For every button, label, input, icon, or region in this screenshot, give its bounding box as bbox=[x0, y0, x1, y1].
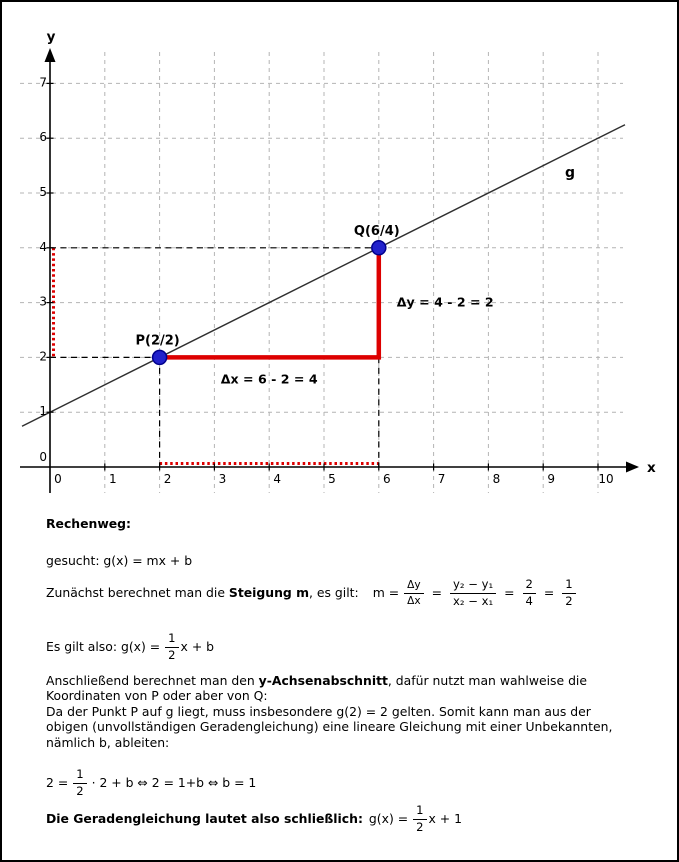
x-tick-label: 8 bbox=[492, 472, 501, 486]
equals-sign: = bbox=[543, 585, 555, 601]
tick-labels bbox=[39, 75, 613, 486]
final-suffix: x + 1 bbox=[428, 811, 462, 827]
gesucht-line: gesucht: g(x) = mx + b bbox=[46, 553, 193, 568]
beq-rest: · 2 + b ⇔ 2 = 1+b ⇔ b = 1 bbox=[91, 775, 257, 791]
x-axis-arrow-icon bbox=[626, 462, 639, 473]
coordinate-plot bbox=[2, 2, 679, 507]
x-tick-label: 5 bbox=[328, 472, 336, 486]
equals-sign: = bbox=[431, 585, 443, 601]
beq-lhs: 2 = bbox=[46, 775, 69, 791]
esgilt-prefix: Es gilt also: g(x) = bbox=[46, 639, 161, 655]
x-tick-label: 7 bbox=[437, 472, 446, 486]
function-graph bbox=[2, 2, 679, 507]
y-tick-label: 7 bbox=[39, 75, 47, 90]
steigung-bold: Steigung m bbox=[228, 585, 310, 601]
explanation-paragraph bbox=[46, 673, 666, 750]
fraction-1-2: $\frac{1}{2}$ bbox=[562, 578, 575, 609]
y-tick-label: 4 bbox=[39, 239, 47, 254]
tick-marks bbox=[47, 83, 599, 470]
fraction-1-2: $\frac{1}{2}$ bbox=[413, 804, 426, 835]
paragraph-line: obigen (unvollständigen Geradengleichung) eine lineare Gleichung mit einer Unbekannten, bbox=[46, 719, 613, 735]
paragraph-line: Anschließend berechnet man den y-Achsenabschnitt, dafür nutzt man wahlweise die bbox=[46, 673, 587, 688]
paragraph-line: Da der Punkt P auf g liegt, muss insbesondere g(2) = 2 gelten. Somit kann man aus der bbox=[46, 703, 591, 719]
paragraph-line: nämlich b, ableiten: bbox=[46, 734, 170, 750]
fraction-dy-dx: $\frac{\Delta y}{\Delta x}$ bbox=[404, 579, 424, 607]
y-tick-label: 5 bbox=[39, 185, 47, 199]
point-Q bbox=[372, 241, 386, 255]
y-tick-label: 1 bbox=[39, 404, 47, 419]
x-tick-label: 6 bbox=[382, 472, 391, 486]
final-gx: g(x) = bbox=[368, 811, 409, 827]
paragraph-line: Koordinaten von P oder aber von Q: bbox=[46, 688, 268, 704]
x-tick-label: 4 bbox=[273, 472, 282, 486]
y-tick-label: 0 bbox=[39, 450, 47, 464]
steigung-suffix: , es gilt: bbox=[309, 585, 359, 601]
x-tick-label: 2 bbox=[163, 472, 172, 486]
esgilt-suffix: x + b bbox=[180, 639, 215, 655]
final-line bbox=[46, 798, 462, 840]
x-tick-label: 1 bbox=[108, 472, 117, 486]
section-heading: Rechenweg: bbox=[46, 516, 132, 531]
final-bold: Die Geradengleichung lautet also schließlich: bbox=[46, 811, 363, 827]
x-tick-label: 9 bbox=[547, 472, 556, 486]
x-tick-label: 0 bbox=[54, 472, 62, 486]
y-tick-label: 2 bbox=[39, 349, 47, 364]
fraction-coords: $\frac{\text{y₂ − y₁}}{\text{x₂ − x₁}}$ bbox=[450, 578, 496, 609]
x-tick-label: 3 bbox=[218, 472, 227, 486]
point-P bbox=[153, 350, 167, 364]
delta-y-annotation: Δy = 4 - 2 = 2 bbox=[396, 294, 494, 310]
y-achsenabschnitt-bold: y-Achsenabschnitt bbox=[258, 673, 388, 688]
point-P-label: P(2/2) bbox=[135, 333, 180, 349]
line-g-label: g bbox=[565, 165, 576, 181]
y-tick-label: 3 bbox=[39, 294, 47, 309]
fraction-1-2: $\frac{1}{2}$ bbox=[165, 632, 178, 663]
point-Q-label: Q(6/4) bbox=[353, 223, 400, 239]
y-axis-arrow-icon bbox=[45, 48, 56, 62]
equals-sign: = bbox=[504, 585, 515, 601]
gridlines bbox=[20, 52, 623, 493]
m-equals: m = bbox=[372, 585, 400, 601]
y-axis-label: y bbox=[46, 29, 56, 45]
esgilt-line bbox=[46, 626, 214, 668]
y-tick-label: 6 bbox=[39, 130, 47, 145]
steigung-line bbox=[46, 572, 581, 614]
steigung-prefix: Zunächst berechnet man die bbox=[46, 585, 229, 601]
fraction-1-2: $\frac{1}{2}$ bbox=[73, 768, 86, 799]
x-tick-label: 10 bbox=[598, 472, 614, 486]
delta-x-annotation: Δx = 6 - 2 = 4 bbox=[220, 371, 318, 387]
x-axis-label: x bbox=[647, 460, 656, 476]
fraction-2-4: $\frac{2}{4}$ bbox=[523, 578, 536, 609]
